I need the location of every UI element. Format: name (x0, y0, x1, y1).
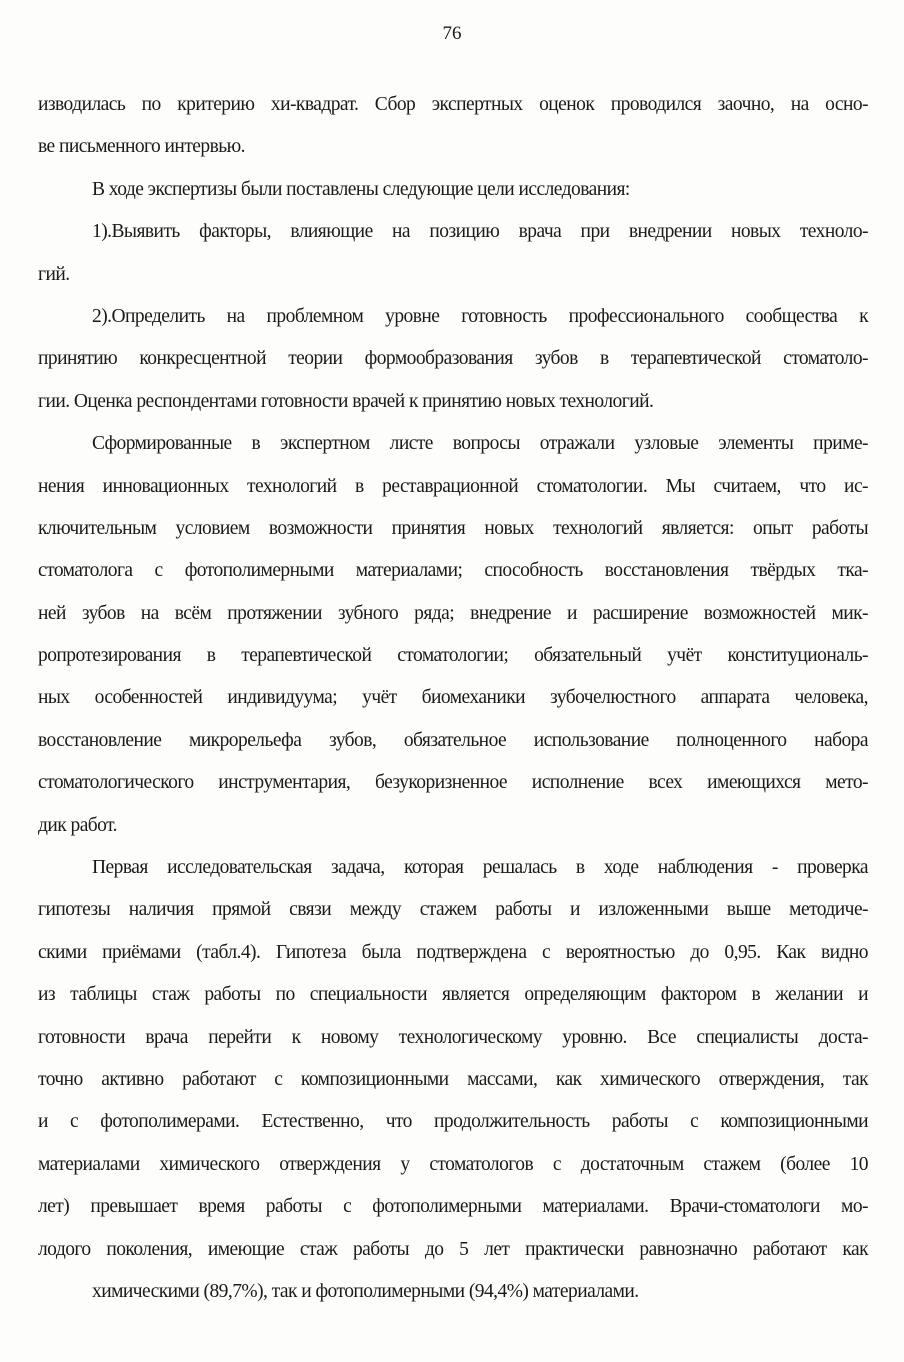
text-line: лодого поколения, имеющие стаж работы до 5 лет практически равнозначно работают как (38, 1238, 868, 1260)
text-line: стоматолога с фотополимерными материалами; способность восстановления твёрдых тка- (38, 560, 868, 582)
text-line: ней зубов на всём протяжении зубного ряда; внедрение и расширение возможностей мик- (38, 602, 868, 624)
text-line: ве письменного интервью. (38, 136, 245, 158)
text-line: гипотезы наличия прямой связи между стажем работы и изложенными выше методиче- (38, 899, 868, 921)
text-line: материалами химического отверждения у стоматологов с достаточным стажем (более 10 (38, 1153, 868, 1175)
text-line: готовности врача перейти к новому технологическому уровню. Все специалисты доста- (38, 1026, 868, 1048)
text-line: химическими (89,7%), так и фотополимерными (94,4%) материалами. (92, 1280, 639, 1302)
text-line: Первая исследовательская задача, которая решалась в ходе наблюдения - проверка (92, 857, 868, 879)
text-line: из таблицы стаж работы по специальности является определяющим фактором в желании и (38, 984, 868, 1006)
page-number: 76 (442, 23, 462, 44)
text-line: ных особенностей индивидуума; учёт биомеханики зубочелюстного аппарата человека, (38, 687, 868, 709)
text-line: скими приёмами (табл.4). Гипотеза была подтверждена с вероятностью до 0,95. Как видно (38, 941, 868, 963)
text-line: 2).Определить на проблемном уровне готовность профессионального сообщества к (92, 305, 868, 327)
text-line: изводилась по критерию хи-квадрат. Сбор экспертных оценок проводился заочно, на осно- (38, 94, 868, 115)
text-line: и с фотополимерами. Естественно, что продолжительность работы с композиционными (38, 1111, 868, 1133)
text-line: В ходе экспертизы были поставлены следующие цели исследования: (92, 178, 630, 200)
text-line: стоматологического инструментария, безукоризненное исполнение всех имеющихся мето- (38, 772, 868, 794)
text-line: принятию конкресцентной теории формообразования зубов в терапевтической стоматоло- (38, 348, 868, 370)
text-line: дик работ. (38, 814, 117, 836)
text-line: ключительным условием возможности принятия новых технологий является: опыт работы (38, 517, 868, 539)
text-line: нения инновационных технологий в реставрационной стоматологии. Мы считаем, что ис- (38, 475, 868, 497)
text-line: ропротезирования в терапевтической стоматологии; обязательный учёт конституциональ- (38, 645, 868, 667)
text-line: восстановление микрорельефа зубов, обязательное использование полноценного набора (38, 729, 868, 751)
body-text (38, 84, 868, 1313)
text-line: точно активно работают с композиционными массами, как химического отверждения, так (38, 1068, 868, 1090)
text-line: Сформированные в экспертном листе вопросы отражали узловые элементы приме- (92, 433, 868, 455)
text-line: лет) превышает время работы с фотополимерными материалами. Врачи-стоматологи мо- (38, 1196, 868, 1218)
text-line: гий. (38, 263, 70, 285)
text-line: 1).Выявить факторы, влияющие на позицию врача при внедрении новых техноло- (92, 221, 868, 243)
text-line: гии. Оценка респондентами готовности врачей к принятию новых технологий. (38, 390, 654, 412)
